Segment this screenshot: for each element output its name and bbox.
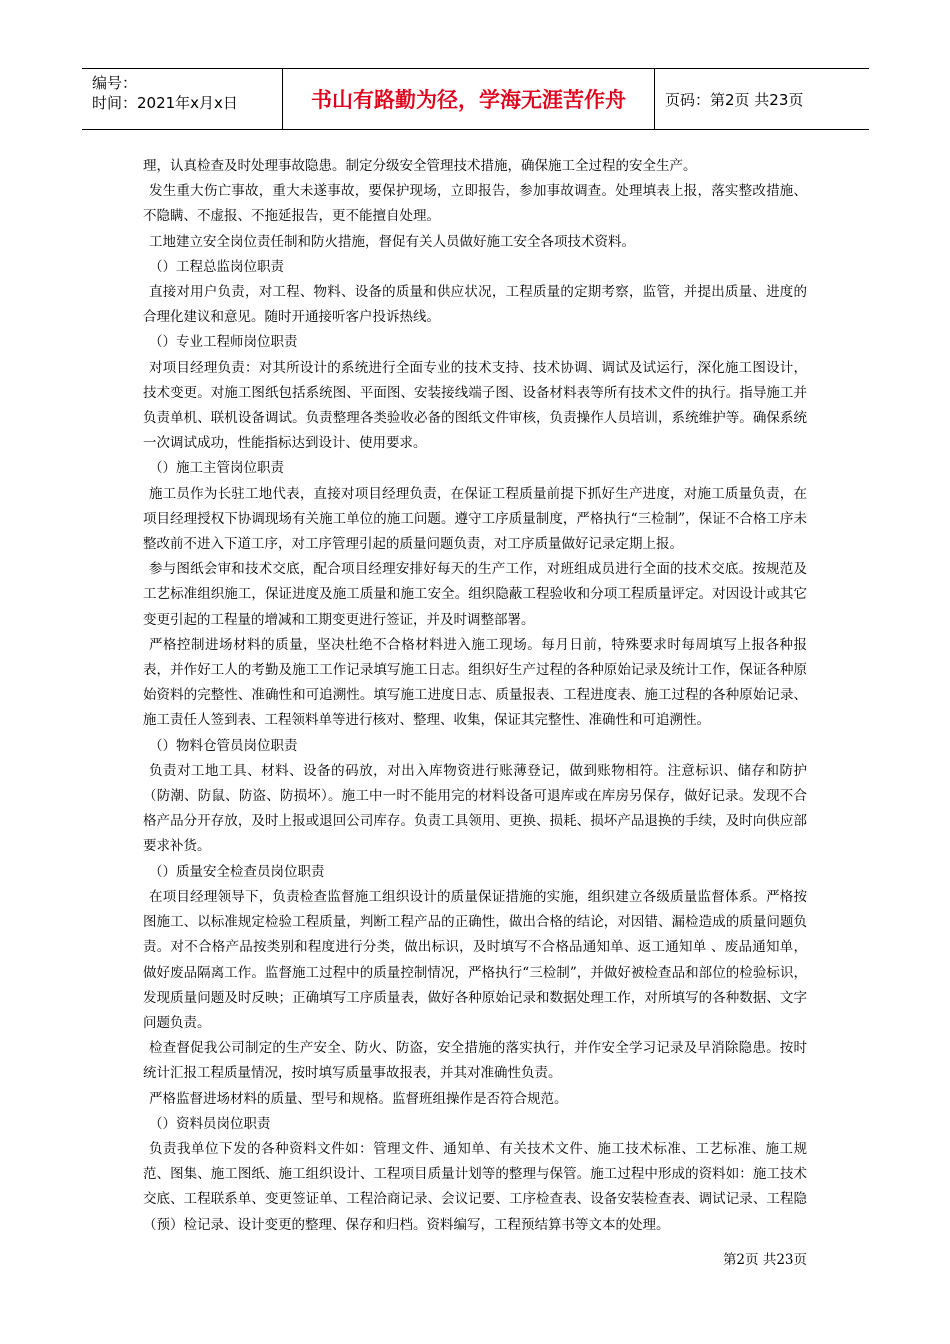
paragraph: 在项目经理领导下，负责检查监督施工组织设计的质量保证措施的实施，组织建立各级质量监督体系。严格按图施工、以标准规定检验工程质量，判断工程产品的正确性，做出合格的结论，对因错、漏检造成的质量问题负责。对不合格产品按类别和程度进行分类，做出标识，及时填写不合格品通知单、返工通知单 、废品通知单，做好废品隔离工作。监督施工过程中的质量控制情况，严格执行“三检制”，并做好被检查品和部位的检验标识，发现质量问题及时反映；正确填写工序质量表，做好各种原始记录和数据处理工作，对所填写的各种数据、文字问题负责。 [143, 888, 807, 1031]
section-heading: （）物料仓管员岗位职责 [149, 737, 298, 754]
paragraph: 施工员作为长驻工地代表，直接对项目经理负责，在保证工程质量前提下抓好生产进度，对施工质量负责，在项目经理授权下协调现场有关施工单位的施工问题。遵守工序质量制度，严格执行“三检制”，保证不合格工序未整改前不进入下道工序，对工序管理引起的质量问题负责，对工序质量做好记录定期上报。 [143, 485, 807, 553]
paragraph: 参与图纸会审和技术交底，配合项目经理安排好每天的生产工作，对班组成员进行全面的技术交底。按规范及工艺标准组织施工，保证进度及施工质量和施工安全。组织隐蔽工程验收和分项工程质量评定。对因设计或其它变更引起的工程量的增减和工期变更进行签证，并及时调整部署。 [143, 561, 807, 628]
document-body [143, 154, 807, 1238]
page-header [82, 68, 869, 130]
header-motto: 书山有路勤为径，学海无涯苦作舟 [282, 69, 655, 129]
paragraph: 检查督促我公司制定的生产安全、防火、防盗，安全措施的落实执行，并作安全学习记录及早消除隐患。按时统计汇报工程质量情况，按时填写质量事故报表，并其对准确性负责。 [143, 1040, 807, 1082]
section-heading: （）工程总监岗位职责 [149, 258, 284, 275]
page-footer: 第2页 共23页 [722, 1252, 807, 1268]
paragraph: 工地建立安全岗位责任制和防火措施，督促有关人员做好施工安全各项技术资料。 [149, 233, 635, 250]
section-heading: （）专业工程师岗位职责 [149, 334, 298, 351]
paragraph: 对项目经理负责：对其所设计的系统进行全面专业的技术支持、技术协调、调试及试运行，深化施工图设计，技术变更。对施工图纸包括系统图、平面图、安装接线端子图、设备材料表等所有技术文件的执行。指导施工并负责单机、联机设备调试。负责整理各类验收必备的图纸文件审核，负责操作人员培训，系统维护等。确保系统一次调试成功，性能指标达到设计、使用要求。 [143, 359, 807, 452]
paragraph: 严格控制进场材料的质量，坚决杜绝不合格材料进入施工现场。每月日前，特殊要求时每周填写上报各种报表，并作好工人的考勤及施工工作记录填写施工日志。组织好生产过程的各种原始记录及统计工作，保证各种原始资料的完整性、准确性和可追溯性。填写施工进度日志、质量报表、工程进度表、施工过程的各种原始记录、施工责任人签到表、工程领料单等进行核对、整理、收集，保证其完整性、准确性和可追溯性。 [143, 636, 807, 729]
document-number-label: 编号： [92, 74, 138, 92]
paragraph: 严格监督进场材料的质量、型号和规格。监督班组操作是否符合规范。 [149, 1090, 568, 1107]
header-left-cell [82, 69, 282, 129]
paragraph: 理，认真检查及时处理事故隐患。制定分级安全管理技术措施，确保施工全过程的安全生产。 [143, 158, 697, 174]
section-heading: （）施工主管岗位职责 [149, 460, 284, 477]
paragraph: 负责对工地工具、材料、设备的码放，对出入库物资进行账薄登记，做到账物相符。注意标识、储存和防护（防潮、防鼠、防盗、防损坏）。施工中一时不能用完的材料设备可退库或在库房另保存，做好记录。发现不合格产品分开存放，及时上报或退回公司库存。负责工具领用、更换、损耗、损坏产品退换的手续，及时向供应部要求补货。 [143, 762, 807, 855]
section-heading: （）质量安全检查员岗位职责 [149, 863, 325, 880]
paragraph: 发生重大伤亡事故，重大未遂事故，要保护现场，立即报告，参加事故调查。处理填表上报，落实整改措施、不隐瞒、不虚报、不拖延报告，更不能擅自处理。 [143, 183, 807, 225]
paragraph: 负责我单位下发的各种资料文件如：管理文件、通知单、有关技术文件、施工技术标准、工艺标准、施工规范、图集、施工图纸、施工组织设计、工程项目质量计划等的整理与保管。施工过程中形成的资料如：施工技术交底、工程联系单、变更签证单、工程洽商记录、会议记要、工序检查表、设备安装检查表、调试记录、工程隐（预）检记录、设计变更的整理、保存和归档。资料编写，工程预结算书等文本的处理。 [143, 1140, 807, 1233]
document-date: 时间：2021年x月x日 [92, 94, 238, 112]
header-page-info: 页码：第2页 共23页 [665, 90, 804, 109]
paragraph: 直接对用户负责，对工程、物料、设备的质量和供应状况，工程质量的定期考察，监管，并提出质量、进度的合理化建议和意见。随时开通接听客户投诉热线。 [143, 284, 807, 326]
section-heading: （）资料员岗位职责 [149, 1115, 271, 1132]
